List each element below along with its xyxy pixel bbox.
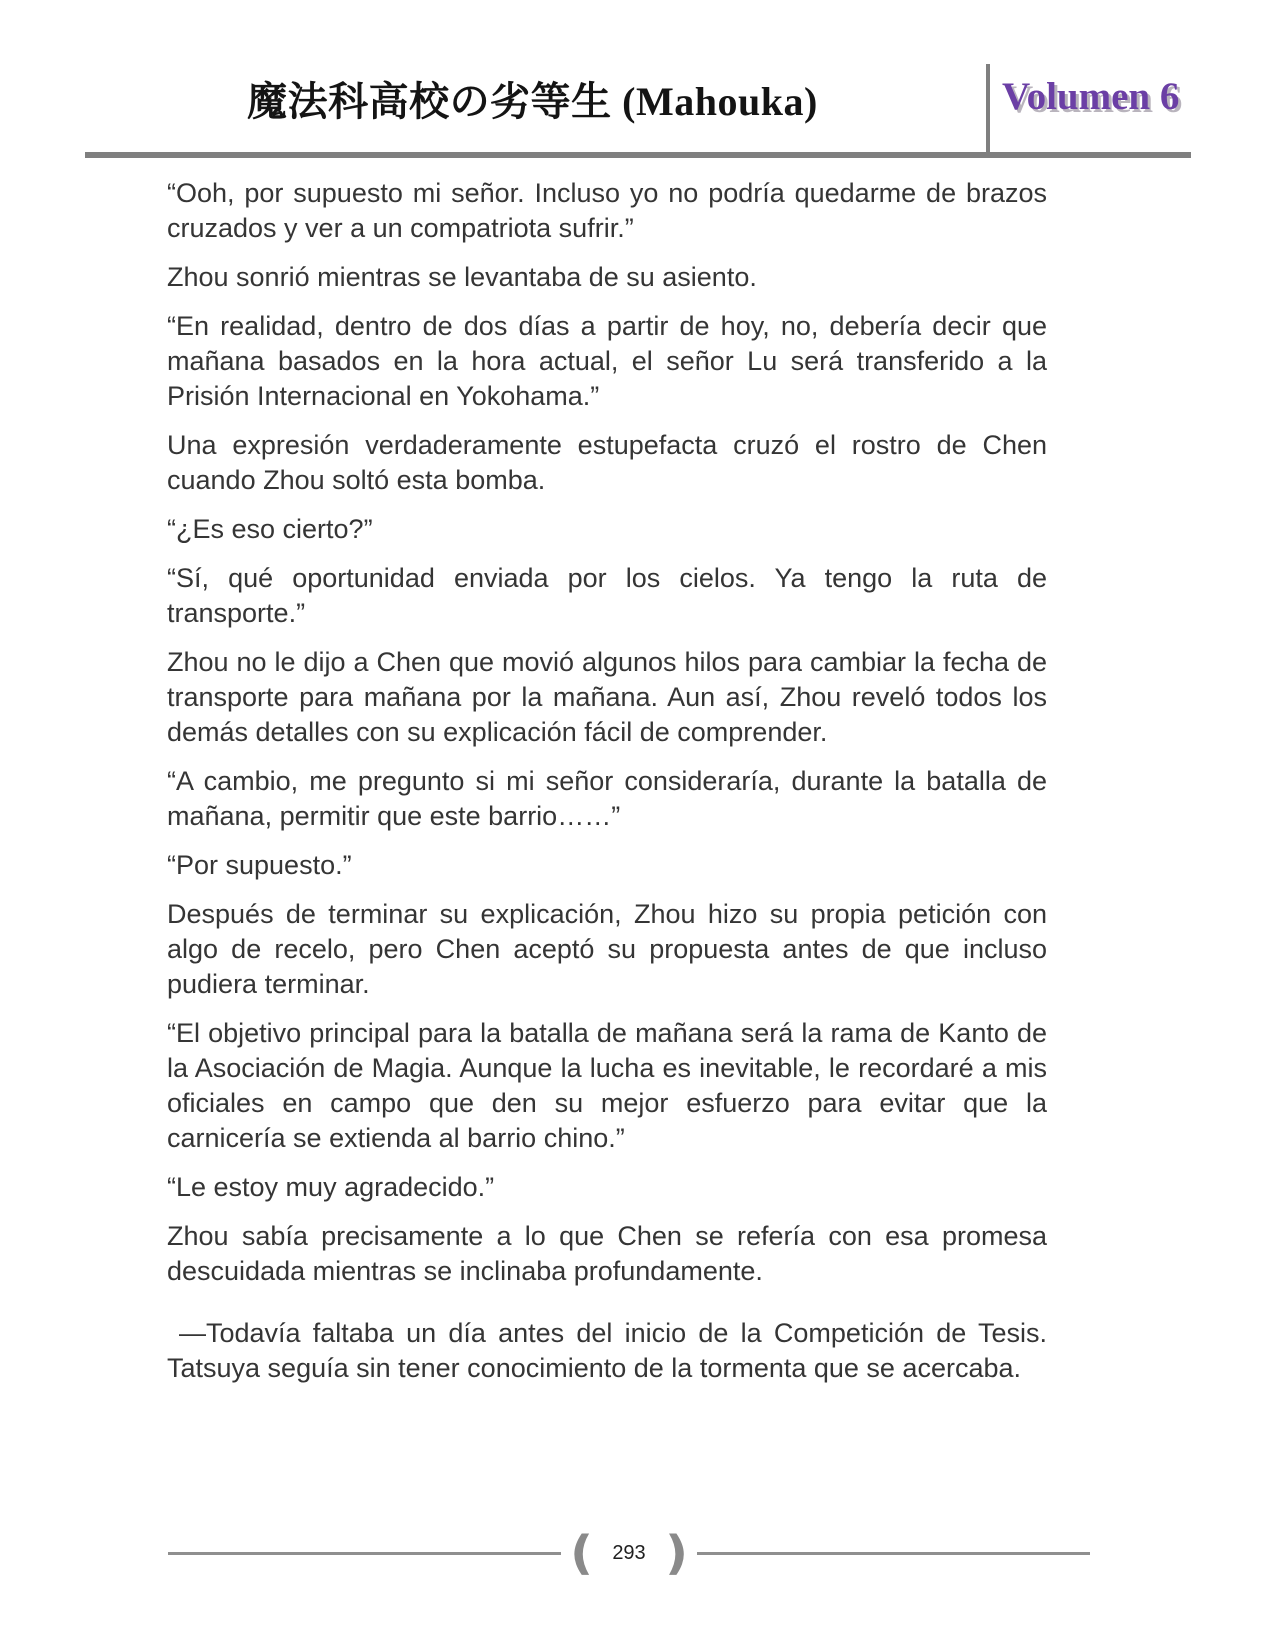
paragraph: Después de terminar su explicación, Zhou hizo su propia petición con algo de recelo, pero Chen aceptó su propuesta antes de que incluso pudiera terminar. — [167, 899, 1047, 999]
footer-left-bracket: ( — [570, 1526, 594, 1580]
paragraph: “Por supuesto.” — [167, 850, 352, 880]
volume-label: Volumen 6 — [1002, 75, 1180, 118]
paragraph: Una expresión verdaderamente estupefacta cruzó el rostro de Chen cuando Zhou soltó esta bomba. — [167, 430, 1047, 495]
footer-right-bracket: ) — [664, 1526, 688, 1580]
paragraph: “Le estoy muy agradecido.” — [167, 1172, 495, 1202]
paragraph: “A cambio, me pregunto si mi señor consideraría, durante la batalla de mañana, permitir que este barrio……” — [167, 766, 1047, 831]
page-footer — [168, 1528, 1090, 1578]
footer-line-right — [697, 1552, 1090, 1555]
header-rule — [85, 152, 1191, 158]
page-body — [167, 176, 1047, 1400]
paragraph: “¿Es eso cierto?” — [167, 514, 373, 544]
paragraph: “El objetivo principal para la batalla de mañana será la rama de Kanto de la Asociación de Magia. Aunque la lucha es inevitable, le recordaré a mis oficiales en campo que den su mejor esfuerzo para evitar que la carnicería se extienda al barrio chino.” — [167, 1018, 1047, 1153]
header-divider-bar — [986, 64, 990, 158]
footer-line-left — [168, 1552, 561, 1555]
paragraph: “Ooh, por supuesto mi señor. Incluso yo no podría quedarme de brazos cruzados y ver a un compatriota sufrir.” — [167, 178, 1047, 243]
closing-paragraph: —Todavía faltaba un día antes del inicio de la Competición de Tesis. Tatsuya seguía sin tener conocimiento de la tormenta que se acercaba. — [167, 1318, 1047, 1383]
paragraph: “Sí, qué oportunidad enviada por los cielos. Ya tengo la ruta de transporte.” — [167, 563, 1047, 628]
paragraph: Zhou sonrió mientras se levantaba de su asiento. — [167, 262, 757, 292]
paragraph: Zhou no le dijo a Chen que movió algunos hilos para cambiar la fecha de transporte para mañana por la mañana. Aun así, Zhou reveló todos los demás detalles con su explicación fácil de comprender. — [167, 647, 1047, 747]
paragraph: Zhou sabía precisamente a lo que Chen se refería con esa promesa descuidada mientras se inclinaba profundamente. — [167, 1221, 1047, 1286]
page-number: 293 — [612, 1541, 646, 1564]
document-title: 魔法科高校の劣等生 (Mahouka) — [247, 79, 818, 124]
paragraph: “En realidad, dentro de dos días a partir de hoy, no, debería decir que mañana basados en la hora actual, el señor Lu será transferido a la Prisión Internacional en Yokohama.” — [167, 311, 1047, 411]
